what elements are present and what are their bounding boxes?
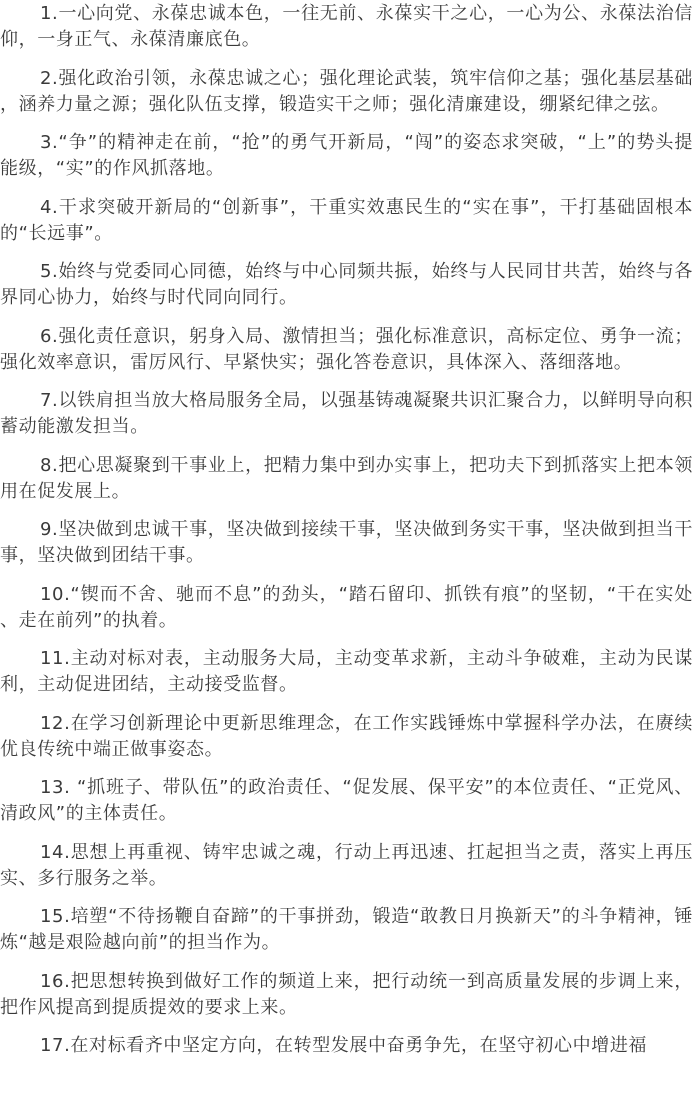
paragraph-7: 7.以铁肩担当放大格局服务全局，以强基铸魂凝聚共识汇聚合力，以鲜明导向积蓄动能激发担当。 — [0, 390, 693, 437]
paragraph-5: 5.始终与党委同心同德，始终与中心同频共振，始终与人民同甘共苦，始终与各界同心协力，始终与时代同向同行。 — [0, 261, 693, 308]
paragraph-11: 11.主动对标对表，主动服务大局，主动变革求新，主动斗争破难，主动为民谋利，主动促进团结，主动接受监督。 — [0, 648, 693, 695]
paragraph-3: 3.“争”的精神走在前，“抢”的勇气开新局，“闯”的姿态求突破，“上”的势头提能级，“实”的作风抓落地。 — [0, 132, 693, 179]
paragraph-9: 9.坚决做到忠诚干事，坚决做到接续干事，坚决做到务实干事，坚决做到担当干事，坚决做到团结干事。 — [0, 519, 693, 566]
paragraph-13: 13. “抓班子、带队伍”的政治责任、“促发展、保平安”的本位责任、“正党风、清政风”的主体责任。 — [0, 777, 693, 824]
paragraph-2: 2.强化政治引领，永葆忠诚之心；强化理论武装，筑牢信仰之基；强化基层基础，涵养力量之源；强化队伍支撑，锻造实干之师；强化清廉建设，绷紧纪律之弦。 — [0, 67, 693, 115]
paragraph-1: 1.一心向党、永葆忠诚本色，一往无前、永葆实干之心，一心为公、永葆法治信仰，一身正气、永葆清廉底色。 — [0, 3, 693, 50]
paragraph-15: 15.培塑“不待扬鞭自奋蹄”的干事拼劲，锻造“敢教日月换新天”的斗争精神，锤炼“越是艰险越向前”的担当作为。 — [0, 906, 693, 953]
paragraph-10: 10.“锲而不舍、驰而不息”的劲头，“踏石留印、抓铁有痕”的坚韧，“干在实处、走在前列”的执着。 — [0, 583, 693, 631]
paragraph-16: 16.把思想转换到做好工作的频道上来，把行动统一到高质量发展的步调上来，把作风提高到提质提效的要求上来。 — [0, 970, 693, 1018]
paragraph-8: 8.把心思凝聚到干事业上，把精力集中到办实事上，把功夫下到抓落实上把本领用在促发展上。 — [0, 454, 693, 502]
paragraph-6: 6.强化责任意识，躬身入局、激情担当；强化标准意识，高标定位、勇争一流；强化效率意识，雷厉风行、早紧快实；强化答卷意识，具体深入、落细落地。 — [0, 325, 693, 373]
paragraph-17: 17.在对标看齐中坚定方向，在转型发展中奋勇争先，在坚守初心中增进福 — [40, 1035, 648, 1056]
paragraph-12: 12.在学习创新理论中更新思维理念，在工作实践锤炼中掌握科学办法，在赓续优良传统中端正做事姿态。 — [0, 712, 693, 760]
paragraph-4: 4.干求突破开新局的“创新事”，干重实效惠民生的“实在事”，干打基础固根本的“长远事”。 — [0, 196, 693, 244]
paragraph-14: 14.思想上再重视、铸牢忠诚之魂，行动上再迅速、扛起担当之责，落实上再压实、多行服务之举。 — [0, 841, 693, 889]
